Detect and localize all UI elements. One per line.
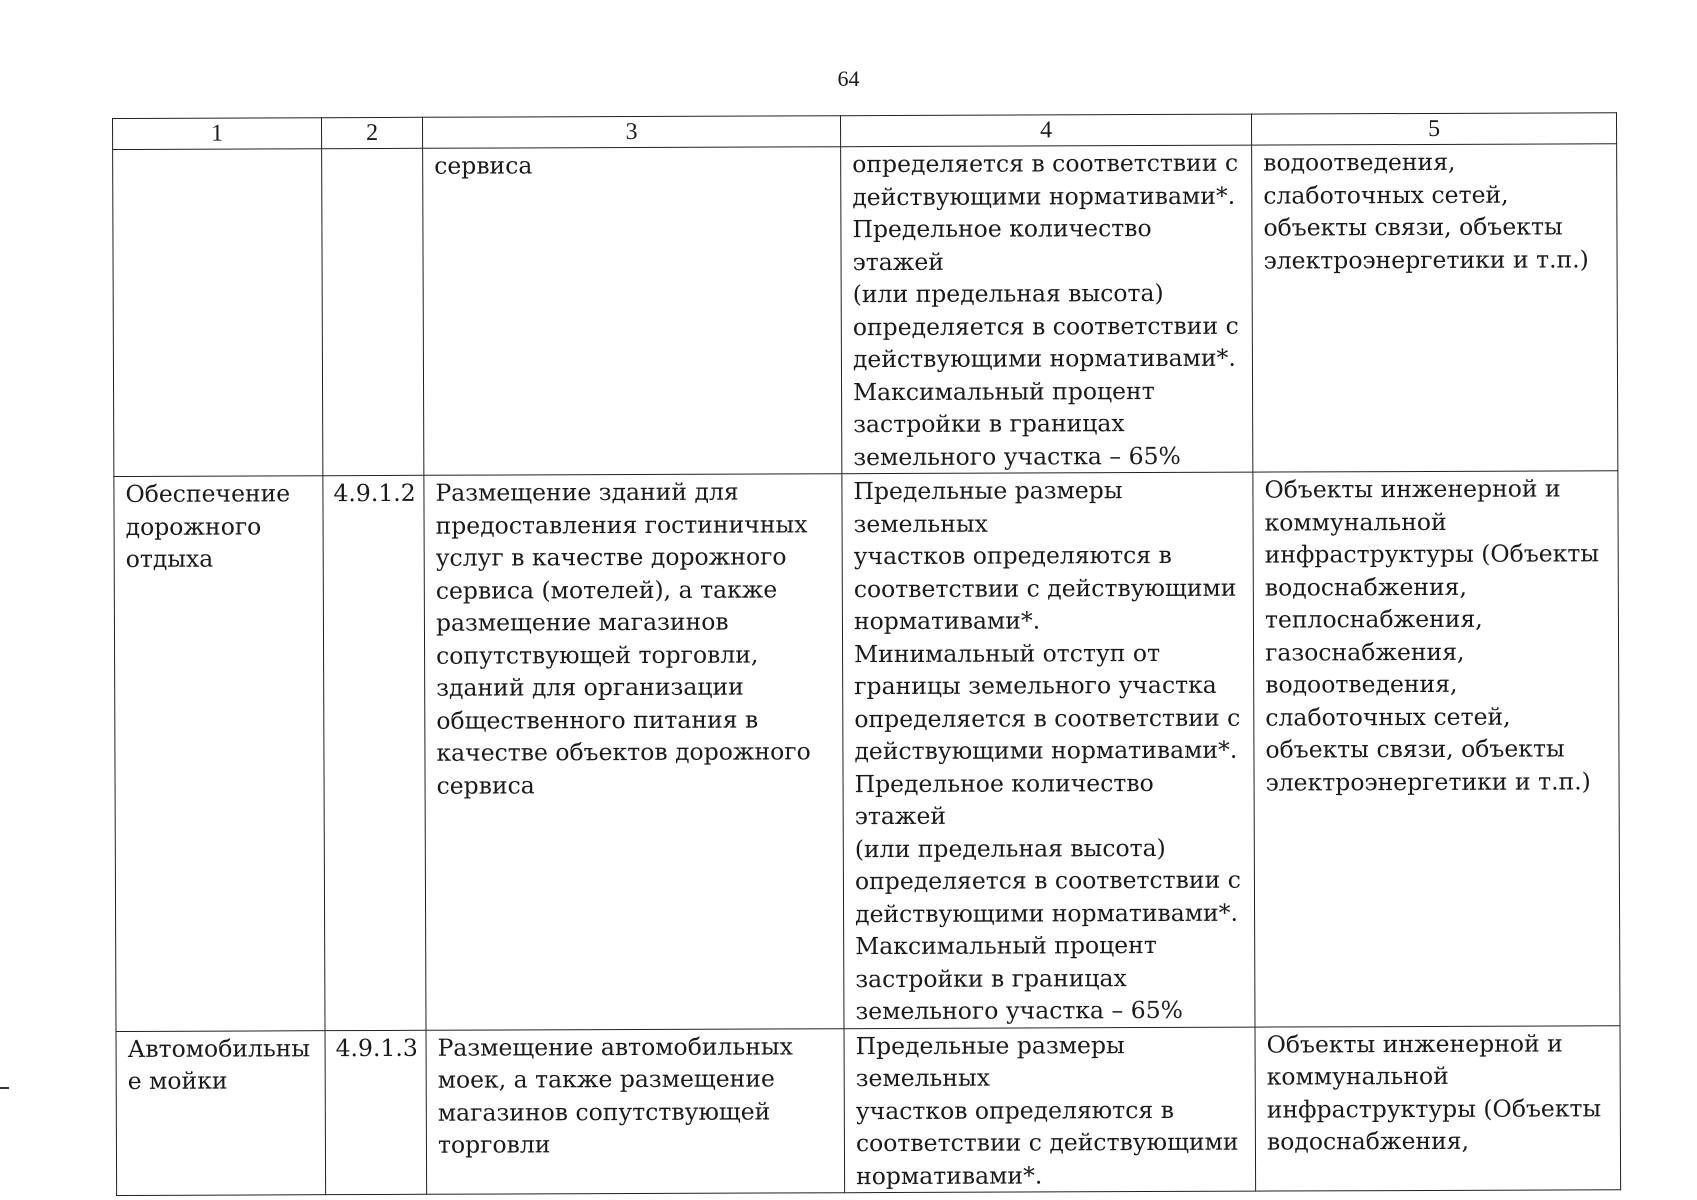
page-number: 64 [837,66,860,91]
use-description-cell: Размещение автомобильных моек, а также размещение магазинов сопутствующей торговли [426,1028,845,1194]
infrastructure-cell: Объекты инженерной и коммунальной инфраструктуры (Объекты водоснабжения, теплоснабжения, газоснабжения, водоотведения, слаботочных сетей, объекты связи, объекты электроэнергетики и т.п.) [1253,471,1620,1027]
infrastructure-cell: водоотведения, слаботочных сетей, объекты связи, объекты электроэнергетики и т.п.) [1252,144,1618,472]
use-code-cell: 4.9.1.3 [325,1030,427,1195]
parameters-cell: Предельные размеры земельных участков определяются в соответствии с действующими нормативами*. Минимальный отступ от границы земельного участка определяется в соответствии с действующими нормативами*. Предельное количество этажей (или предельная высота) определяется в соответствии с действующими нормативами*. Максимальный процент застройки в границах земельного участка – 65% [842,472,1255,1028]
use-description-cell: сервиса [423,147,842,476]
use-code-cell [322,148,424,475]
land-use-table [112,112,1621,1196]
infrastructure-cell: Объекты инженерной и коммунальной инфраструктуры (Объекты водоснабжения, [1255,1025,1621,1191]
use-name-cell: Автомобильны е мойки [116,1030,326,1195]
column-header-3: 3 [422,116,840,149]
column-header-1: 1 [113,118,322,150]
table-row [113,144,1618,477]
table-row [114,471,1620,1031]
column-header-5: 5 [1251,113,1616,145]
use-description-cell: Размещение зданий для предоставления гостиничных услуг в качестве дорожного сервиса (мотелей), а также размещение магазинов сопутствующей торговли, зданий для организации общественного питания в качестве объектов дорожного сервиса [424,474,844,1030]
use-name-cell [113,149,323,477]
column-header-4: 4 [840,114,1251,147]
column-header-2: 2 [322,117,423,148]
use-name-cell: Обеспечение дорожного отдыха [114,476,325,1031]
use-code-cell: 4.9.1.2 [323,475,426,1030]
parameters-cell: определяется в соответствии с действующими нормативами*. Предельное количество этажей (или предельная высота) определяется в соответствии с действующими нормативами*. Максимальный процент застройки в границах земельного участка – 65% [841,145,1253,474]
scan-edge-mark [0,1087,9,1089]
table-row [116,1025,1621,1195]
parameters-cell: Предельные размеры земельных участков определяются в соответствии с действующими нормативами*. [844,1027,1256,1193]
